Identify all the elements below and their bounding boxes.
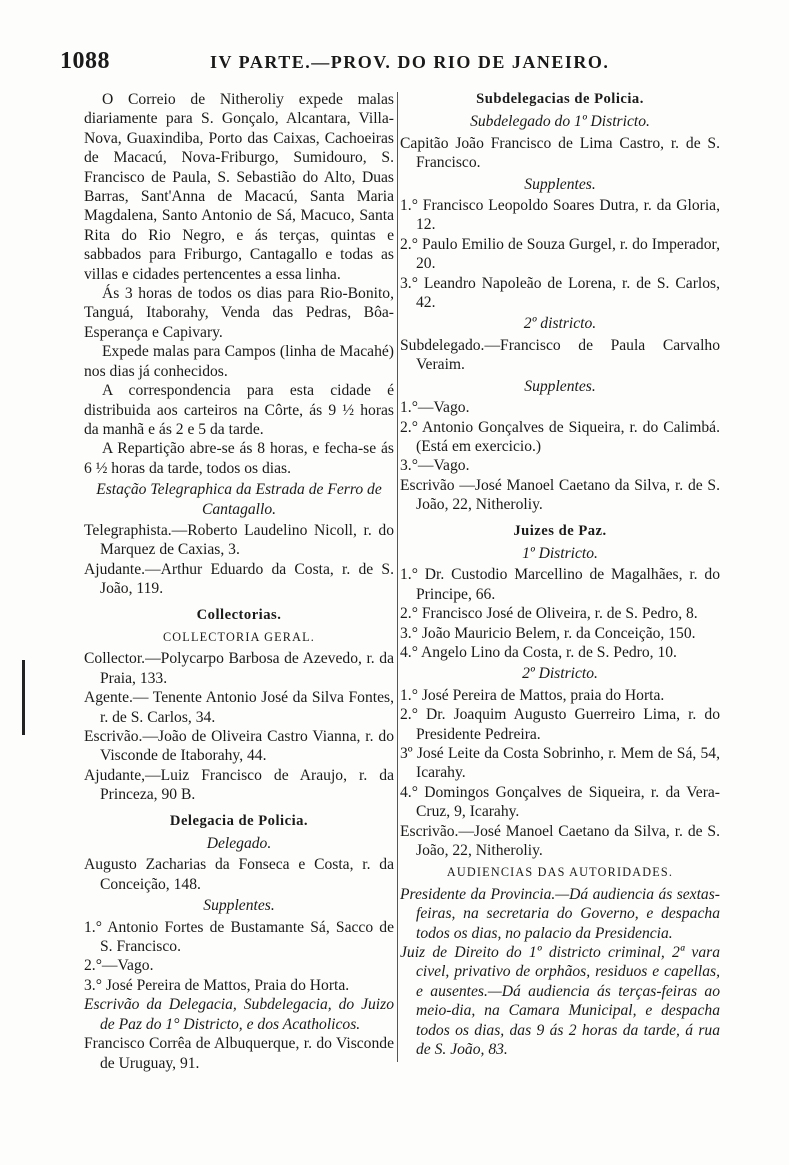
supplente-a1: 1.° Francisco Leopoldo Soares Dutra, r. da Gloria, 12. [400,197,720,234]
left-column [84,90,394,1073]
collector-entry: Collector.—Polycarpo Barbosa de Azevedo, r. da Praia, 133. [84,650,394,687]
juiz-1: 1.° Dr. Custodio Marcellino de Magalhães, r. do Principe, 66. [400,566,720,603]
escrivao-b-entry: Escrivão —José Manoel Caetano da Silva, r. de S. João, 22, Nitheroliy. [400,476,720,514]
ajudante-entry: Ajudante.—Arthur Eduardo da Costa, r. de S. João, 119. [84,560,394,598]
supplente-b3: 3.°—Vago. [400,457,470,475]
correio-paragraph: O Correio de Nitheroliy expede malas diariamente para S. Gonçalo, Alcantara, Villa-Nova, Guaxindiba, Porto das Caixas, Cachoeiras de Macacú, Nova-Friburgo, Sumidouro, S. Francisco de Paula, S. Sebastião do Alto, Duas Barras, Sant'Anna de Macacú, Santa Maria Magdalena, Santo Antonio de Sá, Macuco, Santa Rita do Rio Negro, e ás terças, quintas e sabbados para Friburgo, Cantagallo e todas as villas e cidades pertencentes a essa linha. [84,91,394,283]
page-number: 1088 [60,48,110,74]
campos-paragraph: Expede malas para Campos (linha de Macahé) nos dias já conhecidos. [84,343,394,380]
capitao-entry: Capitão João Francisco de Lima Castro, r. de S. Francisco. [400,134,720,172]
telegraphista-entry: Telegraphista.—Roberto Laudelino Nicoll, r. do Marquez de Caxias, 3. [84,521,394,559]
supplente-3: 3.° José Pereira de Mattos, Praia do Horta. [84,976,350,994]
rio-bonito-paragraph: Ás 3 horas de todos os dias para Rio-Bonito, Tanguá, Itaborahy, Venda das Pedras, Bôa-Esperança e Capivary. [84,285,394,341]
correspondencia-paragraph: A correspondencia para esta cidade é distribuida aos carteiros na Côrte, ás 9 ½ horas da manhã e ás 2 e 5 da tarde. [84,382,394,438]
collectoria-geral-heading: COLLECTORIA GERAL. [162,629,316,644]
running-title: IV PARTE.—PROV. DO RIO DE JANEIRO. [210,52,610,72]
supplentes-label: Supplentes. [203,897,275,915]
subdelegado-1-heading: Subdelegado do 1º Districto. [470,113,650,131]
subdelegado-2-entry: Subdelegado.—Francisco de Paula Carvalho Veraim. [400,336,720,374]
escrivao-delegacia-heading: Escrivão da Delegacia, Subdelegacia, do Juizo de Paz do 1° Districto, e dos Acatholicos. [84,996,394,1033]
audiencias-heading: AUDIENCIAS DAS AUTORIDADES. [446,865,674,880]
supplentes-a-label: Supplentes. [524,175,596,193]
juiz-4: 4.° Angelo Lino da Costa, r. de S. Pedro, 10. [400,643,677,661]
escrivao-entry: Escrivão.—João de Oliveira Castro Vianna, r. do Visconde de Itaborahy, 44. [84,728,394,765]
juizes-heading: Juizes de Paz. [513,522,607,539]
delegado-label: Delegado. [206,835,272,853]
right-column [400,90,720,1060]
francisco-entry: Francisco Corrêa de Albuquerque, r. do Visconde de Uruguay, 91. [84,1035,394,1072]
juiz-k4: 4.° Domingos Gonçalves de Siqueira, r. da Vera-Cruz, 9, Icarahy. [400,783,720,821]
escrivao-k-entry: Escrivão.—José Manoel Caetano da Silva, r. de S. João, 22, Nitheroliy. [400,822,720,860]
supplente-2: 2.°—Vago. [84,957,154,975]
juiz-2: 2.° Francisco José de Oliveira, r. de S. Pedro, 8. [400,605,698,623]
juiz-direito-entry: Juiz de Direito do 1º districto criminal, 2ª vara civel, privativo de orphãos, residuos e capellas, e ausentes.—Dá audiencia ás terças-feiras ao meio-dia, na Camara Municipal, e despacha todos os dias, das 9 ás 2 horas da tarde, á rua de S. João, 83. [400,944,720,1059]
margin-mark [22,660,25,735]
supplente-b1: 1.°—Vago. [400,399,470,417]
delegacia-heading: Delegacia de Policia. [169,812,309,829]
districto-2-heading: 2º districto. [523,315,597,333]
ajudante2-entry: Ajudante,—Luiz Francisco de Araujo, r. da Princeza, 90 B. [84,766,394,804]
juiz-k3: 3º José Leite da Costa Sobrinho, r. Mem de Sá, 54, Icarahy. [400,745,720,782]
agente-entry: Agente.— Tenente Antonio José da Silva Fontes, r. de S. Carlos, 34. [84,689,394,726]
column-divider [397,92,398,1062]
supplente-a2: 2.° Paulo Emilio de Souza Gurgel, r. do Imperador, 20. [400,235,720,273]
delegado-entry: Augusto Zacharias da Fonseca e Costa, r. da Conceição, 148. [84,856,394,893]
juiz-k2: 2.° Dr. Joaquim Augusto Guerreiro Lima, r. do Presidente Pedreira. [400,706,720,743]
juiz-3: 3.° João Mauricio Belem, r. da Conceição, 150. [400,624,696,642]
subdelegacias-heading: Subdelegacias de Policia. [476,91,644,107]
collectorias-heading: Collectorias. [196,606,282,623]
juiz-k1: 1.° José Pereira de Mattos, praia do Horta. [400,686,665,704]
presidente-entry: Presidente da Provincia.—Dá audiencia ás sextas-feiras, na secretaria do Governo, e despacha todos os dias, no palacio da Presidencia. [400,885,720,942]
juizes-districto-2: 2º Districto. [522,665,598,683]
estacao-heading: Estação Telegraphica da Estrada de Ferro de Cantagallo. [96,481,382,518]
supplentes-b-label: Supplentes. [524,377,596,395]
reparticao-paragraph: A Repartição abre-se ás 8 horas, e fecha-se ás 6 ½ horas da tarde, todos os dias. [84,440,394,477]
juizes-districto-1: 1º Districto. [522,544,598,562]
supplente-a3: 3.° Leandro Napoleão de Lorena, r. de S. Carlos, 42. [400,274,720,312]
supplente-1: 1.° Antonio Fortes de Bustamante Sá, Sacco de S. Francisco. [84,918,394,956]
supplente-b2: 2.° Antonio Gonçalves de Siqueira, r. do Calimbá. (Está em exercicio.) [400,418,720,455]
